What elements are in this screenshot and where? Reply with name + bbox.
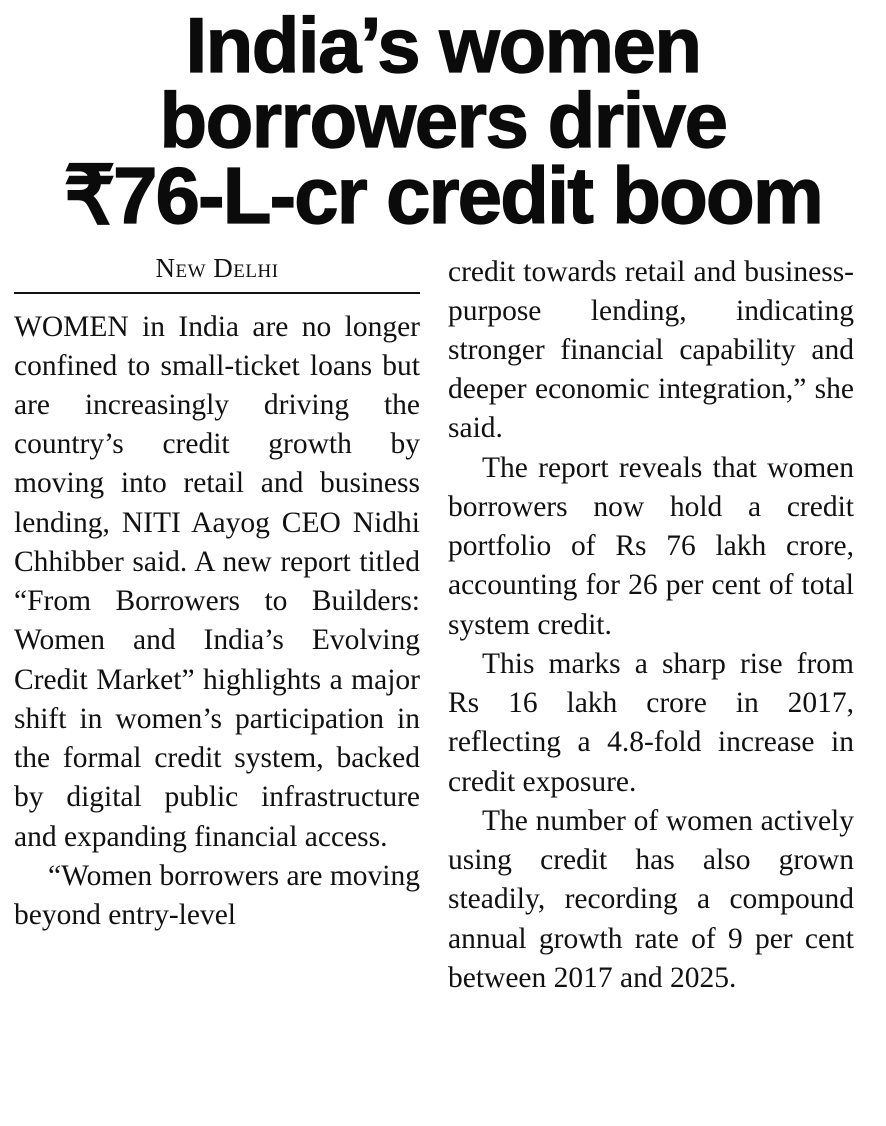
dateline-divider <box>14 292 420 294</box>
headline-line-2: borrowers drive <box>159 75 727 164</box>
article-column-left <box>14 253 420 998</box>
paragraph: The number of women actively using credit has also grown steadily, recording a compound annual growth rate of 9 per cent between 2017 and 2025. <box>448 804 854 994</box>
article-columns <box>14 253 872 998</box>
paragraph: credit towards retail and business-purpose lending, indicating stronger financial capability and deeper economic integration,” she said. <box>448 255 854 445</box>
article-column-right <box>448 253 854 998</box>
paragraph: The report reveals that women borrowers now hold a credit portfolio of Rs 76 lakh crore, accounting for 26 per cent of total system credit. <box>448 451 854 641</box>
headline-line-3: ₹76-L-cr credit boom <box>64 150 822 240</box>
paragraph: “Women borrowers are moving beyond entry-level <box>14 859 420 932</box>
headline-line-1: India’s women <box>185 1 701 89</box>
page-title <box>14 1 872 240</box>
paragraph: This marks a sharp rise from Rs 16 lakh crore in 2017, reflecting a 4.8-fold increase in credit exposure. <box>448 647 854 798</box>
dateline: New Delhi <box>155 252 279 283</box>
paragraph: WOMEN in India are no longer confined to small-ticket loans but are increasingly driving the country’s credit growth by moving into retail and business lending, NITI Aayog CEO Nidhi Chhibber said. A new report titled “From Borrowers to Builders: Women and India’s Evolving Credit Market” highlights a major shift in women’s participation in the formal credit system, backed by digital public infrastructure and expanding financial access. <box>14 310 420 853</box>
